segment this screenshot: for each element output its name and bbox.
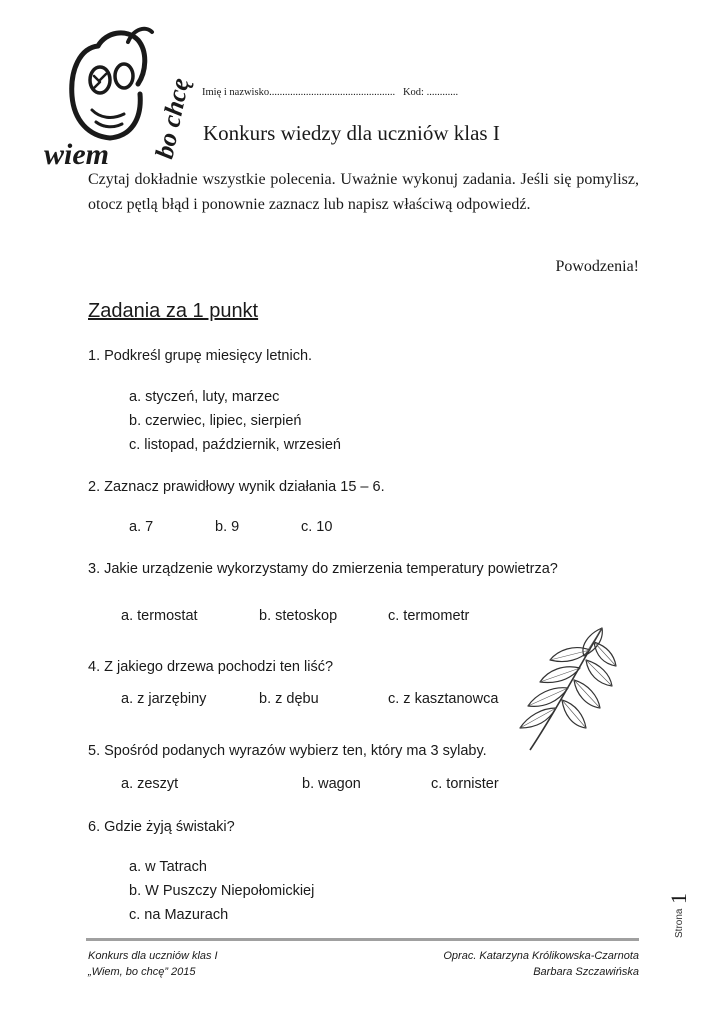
question-1-option-a[interactable]: a. styczeń, luty, marzec [129,389,280,405]
question-6-option-c[interactable]: c. na Mazurach [129,907,229,923]
question-2-option-c[interactable]: c. 10 [301,519,333,535]
page-title: Konkurs wiedzy dla uczniów klas I [203,121,500,145]
footer-right-line2: Barbara Szczawińska [533,966,639,978]
question-5-option-a[interactable]: a. zeszyt [121,776,179,792]
instructions-text: Czytaj dokładnie wszystkie polecenia. Uważnie wykonuj zadania. Jeśli się pomylisz, otocz pętlą błąd i ponownie zaznacz lub napisz właściwą odpowiedź. [88,171,639,213]
question-3: 3. Jakie urządzenie wykorzystamy do zmierzenia temperatury powietrza? [88,561,558,577]
question-4-option-c[interactable]: c. z kasztanowca [388,691,499,707]
footer-right-line1: Oprac. Katarzyna Królikowska-Czarnota [443,950,639,962]
question-5-option-b[interactable]: b. wagon [302,776,361,792]
question-3-option-c[interactable]: c. termometr [388,608,470,624]
name-field-label: Imię i nazwisko................................................ [202,87,396,98]
page-label-text: Strona [674,908,685,938]
question-4: 4. Z jakiego drzewa pochodzi ten liść? [88,659,334,675]
question-1-option-c[interactable]: c. listopad, październik, wrzesień [129,437,341,453]
page-number: 1 [666,893,691,904]
logo-text-wiem: wiem [44,138,109,171]
question-6-option-a[interactable]: a. w Tatrach [129,859,207,875]
footer-divider [86,938,639,941]
question-4-option-a[interactable]: a. z jarzębiny [121,691,207,707]
footer-left-line2: „Wiem, bo chcę” 2015 [88,966,196,978]
question-2-option-b[interactable]: b. 9 [215,519,240,535]
question-1-option-b[interactable]: b. czerwiec, lipiec, sierpień [129,413,302,429]
section-heading: Zadania za 1 punkt [88,300,259,322]
question-2-option-a[interactable]: a. 7 [129,519,154,535]
page-marker [664,880,690,940]
question-1: 1. Podkreśl grupę miesięcy letnich. [88,348,313,364]
logo-text-bo-chce: bo chcę [149,75,195,162]
question-3-option-a[interactable]: a. termostat [121,608,198,624]
question-6-option-b[interactable]: b. W Puszczy Niepołomickiej [129,883,315,899]
contest-logo [40,18,195,171]
question-2: 2. Zaznacz prawidłowy wynik działania 15 – 6. [88,479,385,495]
question-6: 6. Gdzie żyją świstaki? [88,819,235,835]
good-luck-text: Powodzenia! [555,258,639,275]
question-4-option-b[interactable]: b. z dębu [259,691,319,707]
rowan-leaf-image [510,620,620,755]
question-5-option-c[interactable]: c. tornister [431,776,499,792]
name-code-line [202,87,458,98]
question-3-option-b[interactable]: b. stetoskop [259,608,338,624]
question-5: 5. Spośród podanych wyrazów wybierz ten, który ma 3 sylaby. [88,743,487,759]
code-field-label: Kod: ............ [402,87,459,98]
footer-left-line1: Konkurs dla uczniów klas I [88,950,218,962]
